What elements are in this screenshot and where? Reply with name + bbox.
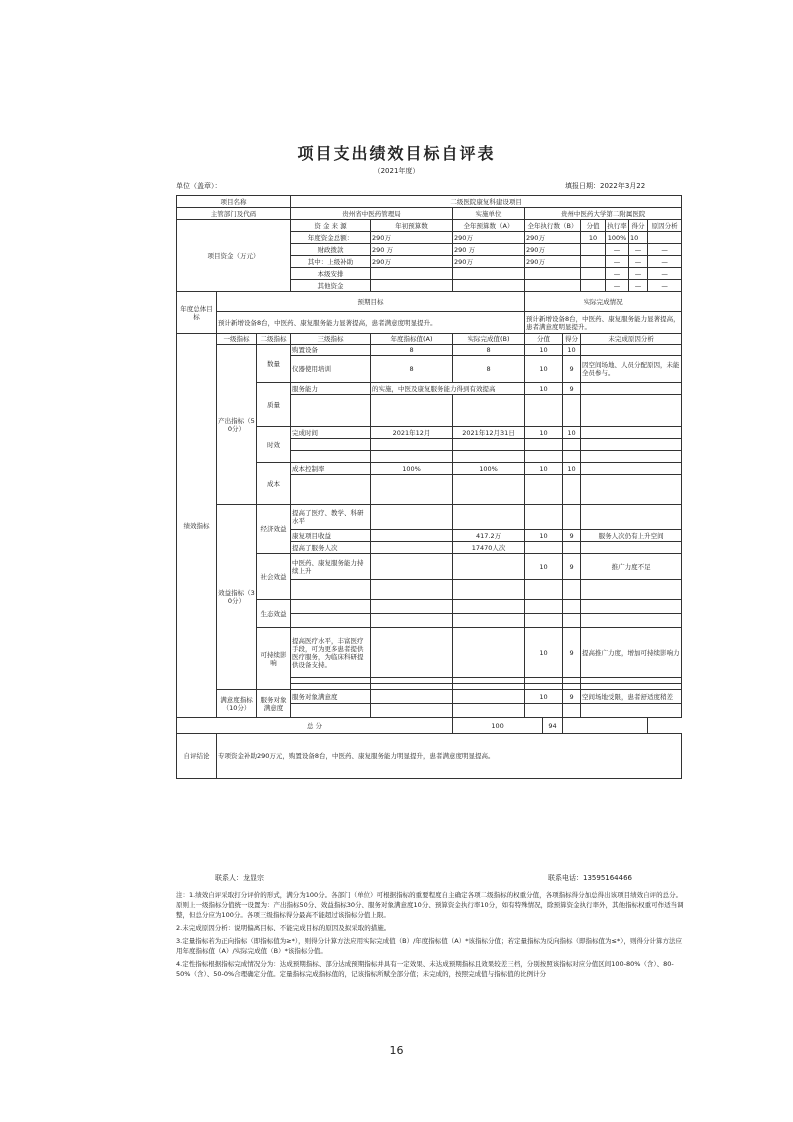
note-item: 注：1.绩效自评采取打分评价的形式，满分为100分。各部门（单位）可根据指标的重要程度自主确定各项二级指标的权重分值，各项指标得分加总得出该项目绩效自评的总分。原则上一级指标分值统一设置为：产出指标50分、效益指标30分、服务对象满意度10分、预算资金执行率10分，如有特殊情况，除预算资金执行率外，其他指标权重可作适当调整，但总分应为100分。各项三级指标得分最高不能超过该指标分值上限。 xyxy=(176,891,684,919)
funds-row-got: — xyxy=(629,244,648,256)
empty-cell xyxy=(371,395,453,427)
empty-cell xyxy=(525,600,563,614)
funds-row-rate: — xyxy=(606,256,629,268)
funds-row-exec: 290万 xyxy=(525,232,581,244)
indicator-score: 10 xyxy=(525,383,563,395)
indicator-score: 10 xyxy=(525,530,563,542)
funds-row-rate: — xyxy=(606,268,629,280)
funds-row-reason: — xyxy=(648,280,682,292)
indicator-got: 9 xyxy=(563,554,581,580)
funds-row-rate: 100% xyxy=(606,232,629,244)
ind-header-level2: 二级指标 xyxy=(257,334,291,345)
satisfaction-group-label: 服务对象满意度 xyxy=(257,690,291,718)
funds-row-got: — xyxy=(629,268,648,280)
empty-cell xyxy=(581,600,682,614)
empty-cell xyxy=(563,718,648,734)
dept-label: 主管部门及代码 xyxy=(177,208,291,220)
output-indicator-label: 产出指标（50分） xyxy=(217,345,257,505)
funds-row-score: 10 xyxy=(581,232,606,244)
dept-value: 贵州省中医药管理局 xyxy=(291,208,453,220)
indicator-actual: 100% xyxy=(453,463,525,475)
ind-header-score: 分值 xyxy=(525,334,563,345)
empty-cell xyxy=(581,505,682,530)
indicator-got: 10 xyxy=(563,345,581,356)
funds-row-score xyxy=(581,256,606,268)
empty-cell xyxy=(291,395,371,427)
timeliness-label: 时效 xyxy=(257,427,291,463)
funds-row-full: 290万 xyxy=(453,232,525,244)
indicator-score: 10 xyxy=(525,356,563,383)
funds-header-source: 资 金 来 源 xyxy=(291,220,371,232)
indicator-got: 9 xyxy=(563,628,581,678)
funds-header-reason: 原因分析 xyxy=(648,220,682,232)
fill-date: 填报日期：2022年3月22 xyxy=(565,182,646,190)
indicator-name: 仪器使用培训 xyxy=(291,356,371,383)
empty-cell xyxy=(453,475,525,505)
contact-person: 联系人：龙显宗 xyxy=(215,874,264,882)
funds-row-rate: — xyxy=(606,244,629,256)
empty-cell xyxy=(525,614,563,628)
indicator-name: 中医药、康复服务能力持续上升 xyxy=(291,554,371,580)
funds-row-reason xyxy=(648,232,682,244)
ecological-label: 生态效益 xyxy=(257,600,291,628)
indicator-name: 服务能力 xyxy=(291,383,371,395)
empty-cell xyxy=(563,395,581,427)
ind-header-got: 得分 xyxy=(563,334,581,345)
expected-goal-text: 预计新增设备8台，中医药、康复服务能力显著提高，患者满意度明显提升。 xyxy=(217,312,525,334)
ind-header-level1: 一级指标 xyxy=(217,334,257,345)
indicator-got: 10 xyxy=(563,427,581,439)
empty-cell xyxy=(581,542,682,554)
funds-row-exec xyxy=(525,268,581,280)
indicator-name: 提高了医疗、教学、科研水平 xyxy=(291,505,371,530)
social-label: 社会效益 xyxy=(257,554,291,600)
empty-cell xyxy=(291,704,371,718)
empty-cell xyxy=(453,704,525,718)
indicator-score: 10 xyxy=(525,628,563,678)
funds-header-rate: 执行率 xyxy=(607,221,627,230)
empty-cell xyxy=(371,554,453,580)
empty-cell xyxy=(563,600,581,614)
empty-cell xyxy=(291,580,371,600)
note-item: 4.定性指标根据指标完成情况分为：达成预期指标、部分达成预期指标并具有一定效果、未达成预期指标且效果较差三档，分别按照该指标对应分值区间100-80%（含）、80-50%（含）、50-0%合理确定分值。定量指标完成指标值的，记该指标所赋全部分值；未完成的，按照完成值与指标值的比例计分 xyxy=(176,960,674,978)
ind-header-target: 年度指标值(A) xyxy=(371,334,453,345)
empty-cell xyxy=(453,451,525,463)
empty-cell xyxy=(453,439,525,451)
note-item: 2.未完成原因分析：说明偏离目标、不能完成目标的原因及拟采取的措施。 xyxy=(176,924,391,932)
empty-cell xyxy=(371,690,453,704)
indicator-got: 9 xyxy=(563,383,581,395)
indicator-target: 2021年12月 xyxy=(371,427,453,439)
funds-header-full: 全年预算数（A） xyxy=(453,220,525,232)
empty-cell xyxy=(371,600,453,614)
indicator-actual: 8 xyxy=(453,345,525,356)
indicator-name: 提高了服务人次 xyxy=(291,542,371,554)
contact-phone: 联系电话：13595164466 xyxy=(548,874,632,882)
funds-row-exec xyxy=(525,280,581,292)
empty-cell xyxy=(291,439,371,451)
indicator-score: 10 xyxy=(525,345,563,356)
page-number: 16 xyxy=(389,1044,404,1057)
indicator-target: 8 xyxy=(371,345,453,356)
indicator-name: 完成时间 xyxy=(291,427,371,439)
indicator-actual: 2021年12月31日 xyxy=(453,427,525,439)
indicator-reason xyxy=(581,345,682,356)
funds-row-reason: — xyxy=(648,256,682,268)
empty-cell xyxy=(371,475,453,505)
funds-row-init xyxy=(371,280,453,292)
empty-cell xyxy=(563,505,581,530)
funds-row-init: 290 万 xyxy=(371,244,453,256)
indicator-actual: 17470人次 xyxy=(453,542,525,554)
actual-result-label: 实际完成情况 xyxy=(525,292,682,312)
indicator-score: 10 xyxy=(525,427,563,439)
indicator-score: 10 xyxy=(525,690,563,704)
empty-cell xyxy=(581,395,682,427)
funds-row-exec: 290万 xyxy=(525,244,581,256)
funds-row-score xyxy=(581,244,606,256)
notes xyxy=(176,890,686,982)
empty-cell xyxy=(371,614,453,628)
indicator-target: 8 xyxy=(371,356,453,383)
page-title: 项目支出绩效目标自评表 xyxy=(297,144,496,163)
total-label: 总 分 xyxy=(177,718,453,734)
empty-cell xyxy=(371,704,453,718)
indicator-reason xyxy=(581,463,682,475)
funds-row-got: 10 xyxy=(629,232,648,244)
empty-cell xyxy=(291,600,371,614)
funds-row-rate: — xyxy=(606,280,629,292)
expected-goal-label: 预期目标 xyxy=(217,292,525,312)
indicator-score: 10 xyxy=(525,554,563,580)
empty-cell xyxy=(563,439,581,451)
empty-cell xyxy=(563,580,581,600)
funds-row-score xyxy=(581,280,606,292)
funds-row-reason: — xyxy=(648,268,682,280)
impl-value: 贵州中医药大学第二附属医院 xyxy=(525,208,682,220)
ind-header-actual: 实际完成值(B) xyxy=(453,334,525,345)
indicator-name: 康复项目收益 xyxy=(291,530,371,542)
indicator-reason xyxy=(581,427,682,439)
indicator-reason: 因空间场地、人员分配原因，未能全员参与。 xyxy=(581,356,682,383)
evaluation-table xyxy=(176,195,682,779)
funds-header-score: 分值 xyxy=(581,220,606,232)
empty-cell xyxy=(453,628,525,678)
indicator-reason: 推广力度不足 xyxy=(581,554,682,580)
indicator-got: 10 xyxy=(563,463,581,475)
empty-cell xyxy=(581,580,682,600)
indicator-name: 成本控制率 xyxy=(291,463,371,475)
empty-cell xyxy=(291,614,371,628)
impl-label: 实施单位 xyxy=(453,208,525,220)
empty-cell xyxy=(581,475,682,505)
benefit-indicator-label: 效益指标（30分） xyxy=(217,505,257,690)
empty-cell xyxy=(453,614,525,628)
empty-cell xyxy=(453,395,525,427)
self-eval-text: 专项资金补助290万元，购置设备8台，中医药、康复服务能力明显提升，患者满意度明显提高。 xyxy=(217,734,682,779)
empty-cell xyxy=(563,475,581,505)
quantity-label: 数量 xyxy=(257,345,291,383)
project-name-label: 项目名称 xyxy=(177,196,291,208)
indicator-got: 9 xyxy=(563,690,581,704)
funds-row-got: — xyxy=(629,256,648,268)
funds-label: 项目资金（万元） xyxy=(177,220,291,292)
funds-row-init: 290万 xyxy=(371,232,453,244)
empty-cell xyxy=(563,542,581,554)
project-name-value: 二级医院康复科建设项目 xyxy=(291,196,682,208)
empty-cell xyxy=(525,580,563,600)
indicator-reason: 服务人次仍有上升空间 xyxy=(581,530,682,542)
funds-header-init: 年初预算数 xyxy=(371,220,453,232)
empty-cell xyxy=(525,475,563,505)
indicator-score: 10 xyxy=(525,463,563,475)
indicator-reason: 空间场地受限，患者舒适度稍差 xyxy=(581,690,682,704)
report-year: （2021年度） xyxy=(373,167,420,175)
funds-row-init xyxy=(371,268,453,280)
empty-cell xyxy=(371,628,453,678)
funds-row-label: 其他资金 xyxy=(291,280,371,292)
funds-row-exec: 290万 xyxy=(525,256,581,268)
empty-cell xyxy=(525,439,563,451)
empty-cell xyxy=(453,505,525,530)
empty-cell xyxy=(371,505,453,530)
empty-cell xyxy=(453,600,525,614)
indicator-name: 服务对象满意度 xyxy=(291,690,371,704)
economic-label: 经济效益 xyxy=(257,505,291,554)
indicator-target: 的实施，中医及康复服务能力得到有效提高 xyxy=(371,383,525,395)
indicator-got: 9 xyxy=(563,530,581,542)
ind-header-reason: 未完成原因分析 xyxy=(581,334,682,345)
funds-row-full: 290万 xyxy=(453,256,525,268)
empty-cell xyxy=(453,554,525,580)
cost-label: 成本 xyxy=(257,463,291,505)
empty-cell xyxy=(453,580,525,600)
funds-header-got: 得分 xyxy=(629,220,648,232)
funds-header-exec: 全年执行数（B） xyxy=(525,220,581,232)
empty-cell xyxy=(525,395,563,427)
empty-cell xyxy=(581,439,682,451)
indicator-reason: 提高推广力度，增加可持续影响力 xyxy=(581,628,682,678)
total-score: 100 xyxy=(453,718,543,734)
empty-cell xyxy=(563,451,581,463)
empty-cell xyxy=(525,704,563,718)
perf-indicator-label: 绩效指标 xyxy=(177,334,217,718)
empty-cell xyxy=(371,580,453,600)
indicator-target: 100% xyxy=(371,463,453,475)
empty-cell xyxy=(525,451,563,463)
empty-cell xyxy=(525,542,563,554)
empty-cell xyxy=(563,614,581,628)
empty-cell xyxy=(563,704,581,718)
unit-label: 单位（盖章）： xyxy=(176,182,222,190)
funds-row-full xyxy=(453,268,525,280)
empty-cell xyxy=(291,451,371,463)
funds-row-full xyxy=(453,280,525,292)
funds-row-init: 290万 xyxy=(371,256,453,268)
empty-cell xyxy=(291,475,371,505)
indicator-actual: 417.2万 xyxy=(453,530,525,542)
indicator-name: 提高医疗水平，丰富医疗手段，可为更多患者提供医疗服务，为临床科研提供设备支持。 xyxy=(291,628,371,678)
funds-row-full: 290 万 xyxy=(453,244,525,256)
funds-row-reason: — xyxy=(648,244,682,256)
funds-row-got: — xyxy=(629,280,648,292)
indicator-name: 购置设备 xyxy=(291,345,371,356)
funds-row-label: 年度资金总额： xyxy=(291,232,371,244)
empty-cell xyxy=(581,614,682,628)
self-eval-label: 自评结论 xyxy=(177,734,217,779)
total-got: 94 xyxy=(543,718,563,734)
satisfaction-indicator-label: 满意度指标（10分） xyxy=(217,690,257,718)
ind-header-level3: 三级指标 xyxy=(291,334,371,345)
empty-cell xyxy=(453,690,525,704)
empty-cell xyxy=(581,451,682,463)
annual-goal-label: 年度总体目标 xyxy=(177,292,217,334)
funds-row-label: 其中：上级补助 xyxy=(291,256,371,268)
empty-cell xyxy=(371,439,453,451)
empty-cell xyxy=(371,530,453,542)
note-item: 3.定量指标若为正向指标（即指标值为≥*），则得分计算方法应用实际完成值（B）/年度指标值（A）*该指标分值；若定量指标为反向指标（即指标值为≤*），则得分计算方法应用年度指标值（A）/实际完成值（B）*该指标分值。 xyxy=(176,937,682,955)
funds-row-score xyxy=(581,268,606,280)
actual-result-text: 预计新增设备8台，中医药、康复服务能力显著提高，患者满意度明显提升。 xyxy=(525,312,682,334)
indicator-actual: 8 xyxy=(453,356,525,383)
empty-cell xyxy=(371,451,453,463)
quality-label: 质量 xyxy=(257,383,291,427)
funds-row-label: 本级安排 xyxy=(291,268,371,280)
indicator-got: 9 xyxy=(563,356,581,383)
indicator-reason xyxy=(581,383,682,395)
sustainable-label: 可持续影响 xyxy=(257,628,291,690)
empty-cell xyxy=(525,505,563,530)
empty-cell xyxy=(371,542,453,554)
funds-row-label: 财政拨款 xyxy=(291,244,371,256)
empty-cell xyxy=(581,704,682,718)
